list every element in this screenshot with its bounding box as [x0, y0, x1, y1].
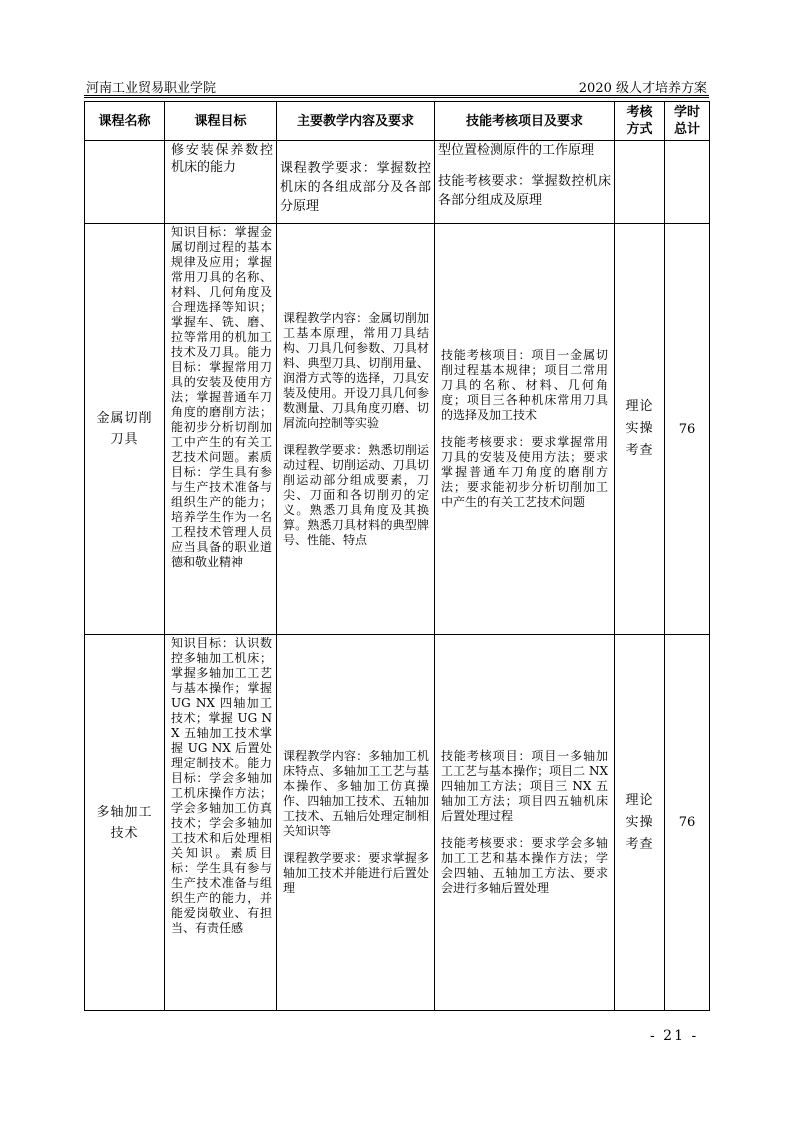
- col-assessment-mode: [615, 102, 665, 141]
- col-course-goal: 课程目标: [165, 102, 277, 141]
- skill-assessment: [435, 224, 615, 635]
- table-row: [85, 141, 710, 224]
- total-hours: 76: [665, 224, 710, 635]
- skill-project: 技能考核项目：项目一金属切削过程基本规律；项目二常用刀具的名称、材料、几何角度；项目三各种机床常用刀具的选择及加工技术: [441, 348, 608, 422]
- table-row: [85, 224, 710, 635]
- document-title: 2020 级人才培养方案: [578, 81, 707, 96]
- col-total-hours-line1: 学时: [673, 105, 700, 120]
- skill-requirement: 技能考核要求：要求掌握常用刀具的安装及使用方法；要求掌握普通车刀角度的磨削方法；要求能初步分析切削加工中产生的有关工艺技术问题: [441, 435, 608, 509]
- course-name: 多轴加工技术: [85, 635, 165, 1011]
- table-row: [85, 635, 710, 1011]
- teaching-content: [277, 635, 435, 1011]
- assessment-mode: 理论实操考查: [615, 635, 665, 1011]
- teaching-content: [277, 141, 435, 224]
- header-rule-secondary: [84, 97, 709, 98]
- assessment-mode: [615, 141, 665, 224]
- teaching-content-text: 课程教学内容：金属切削加工基本原理，常用刀具结构、刀具几何参数、刀具材料、典型刀具、切削用量、润滑方式等的选择，刀具安装及使用。开设刀具几何参数测量、刀具角度刃磨、切屑流向控制等实验: [283, 310, 429, 430]
- teaching-requirement: 课程教学要求：掌握数控机床的各组成部分及各部分原理: [280, 161, 431, 214]
- col-total-hours: [665, 102, 710, 141]
- skill-project: 技能考核项目：项目一多轴加工工艺与基本操作；项目二 NX 四轴加工方法；项目三 NX 五轴加工方法；项目四五轴机床后置处理过程: [441, 749, 608, 823]
- assessment-mode: 理论实操考查: [615, 224, 665, 635]
- teaching-content: [277, 224, 435, 635]
- course-goal: 知识目标：认识数控多轴加工机床；掌握多轴加工工艺与基本操作；掌握 UG NX 四轴加工技术；掌握 UG NX 五轴加工技术掌握 UG NX 后置处理定制技术。能力目标：学会多轴加工机床操作方法；学会多轴加工仿真技术；学会多轴加工技术和后处理相关知识。素质目标：学生具有参与生产技术准备与组织生产的能力，并能爱岗敬业、有担当、有责任感: [165, 635, 277, 1011]
- course-goal: 修安装保养数控机床的能力: [165, 141, 277, 224]
- teaching-content-text: 课程教学内容：多轴加工机床特点、多轴加工工艺与基本操作、多轴加工仿真操作、四轴加工技术、五轴加工技术、五轴后处理定制相关知识等: [283, 749, 429, 838]
- total-hours: 76: [665, 635, 710, 1011]
- col-total-hours-line2: 总计: [673, 122, 700, 137]
- school-name: 河南工业贸易职业学院: [86, 81, 217, 96]
- course-table: [84, 101, 710, 1011]
- col-course-name: 课程名称: [85, 102, 165, 141]
- total-hours: [665, 141, 710, 224]
- course-name: [85, 141, 165, 224]
- table-header-row: [85, 102, 710, 141]
- course-name: 金属切削刀具: [85, 224, 165, 635]
- col-skill-assessment: 技能考核项目及要求: [435, 102, 615, 141]
- teaching-requirement: 课程教学要求：熟悉切削运动过程、切削运动、刀具切削运动部分组成要素，刀尖、刀面和各切削刃的定义。熟悉刀具角度及其换算。熟悉刀具材料的典型牌号、性能、特点: [283, 442, 429, 547]
- col-assessment-mode-line1: 考核: [626, 105, 653, 120]
- teaching-requirement: 课程教学要求：要求掌握多轴加工技术并能进行后置处理: [283, 851, 429, 895]
- page-number: - 21 -: [650, 1028, 699, 1044]
- course-goal: 知识目标：掌握金属切削过程的基本规律及应用；掌握常用刀具的名称、材料、几何角度及合理选择等知识；掌握车、铣、磨、拉等常用的机加工技术及刀具。能力目标：掌握常用刀具的安装及使用方法；掌握普通车刀角度的磨削方法；能初步分析切削加工中产生的有关工艺技术问题。素质目标：学生具有参与生产技术准备与组织生产的能力；培养学生作为一名工程技术管理人员应当具备的职业道德和敬业精神: [165, 224, 277, 635]
- header-rule: [84, 95, 709, 96]
- skill-assessment: [435, 141, 615, 224]
- col-assessment-mode-line2: 方式: [626, 122, 653, 137]
- skill-requirement: 技能考核要求：掌握数控机床各部分组成及原理: [438, 174, 611, 208]
- skill-assessment: [435, 635, 615, 1011]
- col-teaching-content: 主要教学内容及要求: [277, 102, 435, 141]
- skill-project: 型位置检测原件的工作原理: [438, 143, 595, 158]
- skill-requirement: 技能考核要求：要求学会多轴加工工艺和基本操作方法；学会四轴、五轴加工方法、要求会进行多轴后置处理: [441, 836, 608, 895]
